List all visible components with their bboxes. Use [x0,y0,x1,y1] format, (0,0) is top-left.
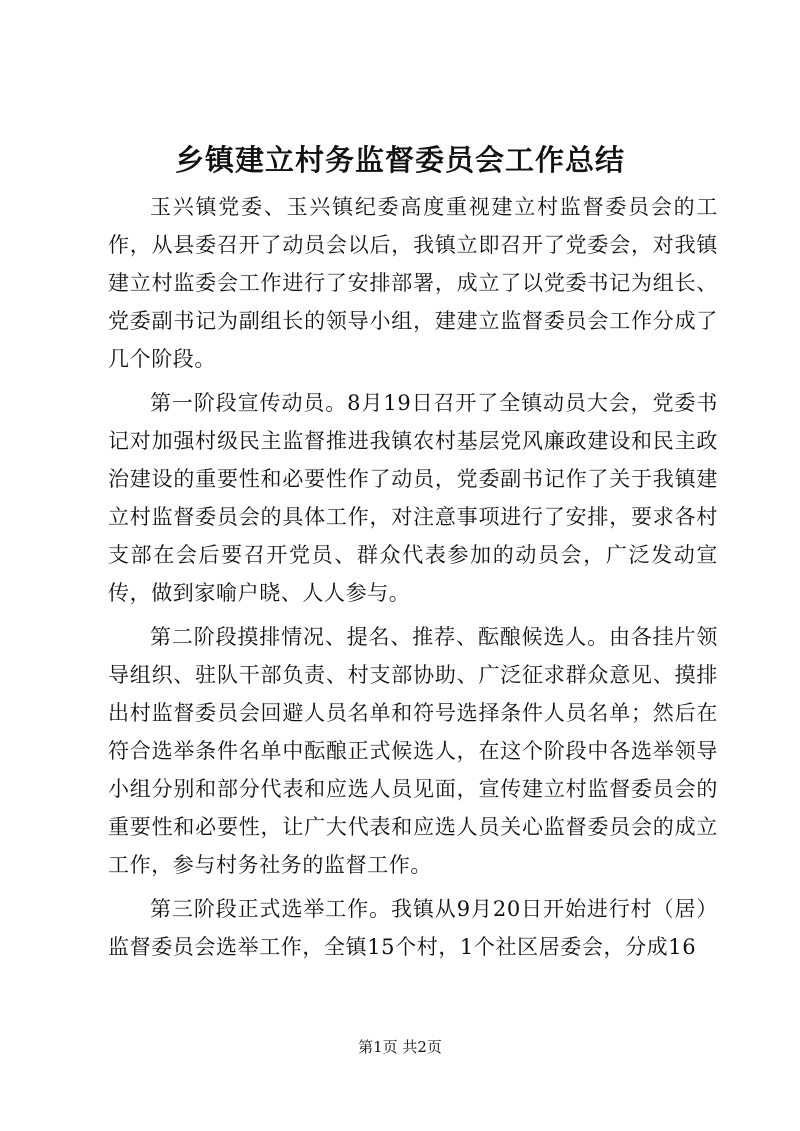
paragraph-stage-one: 第一阶段宣传动员。8月19日召开了全镇动员大会，党委书记对加强村级民主监督推进我镇农村基层党风廉政建设和民主政治建设的重要性和必要性作了动员，党委副书记作了关于我镇建立村监督委员会的具体工作，对注意事项进行了安排，要求各村支部在会后要召开党员、群众代表参加的动员会，广泛发动宣传，做到家喻户晓、人人参与。 [108,391,718,605]
paragraph-stage-two: 第二阶段摸排情况、提名、推荐、酝酿候选人。由各挂片领导组织、驻队干部负责、村支部协助、广泛征求群众意见、摸排出村监督委员会回避人员名单和符号选择条件人员名单；然后在符合选举条件名单中酝酿正式候选人，在这个阶段中各选举领导小组分别和部分代表和应选人员见面，宣传建立村监督委员会的重要性和必要性，让广大代表和应选人员关心监督委员会的成立工作，参与村务社务的监督工作。 [108,625,718,877]
paragraph-stage-three: 第三阶段正式选举工作。我镇从9月20日开始进行村（居）监督委员会选举工作，全镇15个村，1个社区居委会，分成16 [108,897,718,959]
document-body [108,188,718,966]
page-number-footer: 第1页 共2页 [358,1038,442,1056]
document-title: 乡镇建立村务监督委员会工作总结 [174,143,625,177]
paragraph-intro: 玉兴镇党委、玉兴镇纪委高度重视建立村监督委员会的工作，从县委召开了动员会以后，我镇立即召开了党委会，对我镇建立村监委会工作进行了安排部署，成立了以党委书记为组长、党委副书记为副组长的领导小组，建建立监督委员会工作分成了几个阶段。 [108,195,718,371]
